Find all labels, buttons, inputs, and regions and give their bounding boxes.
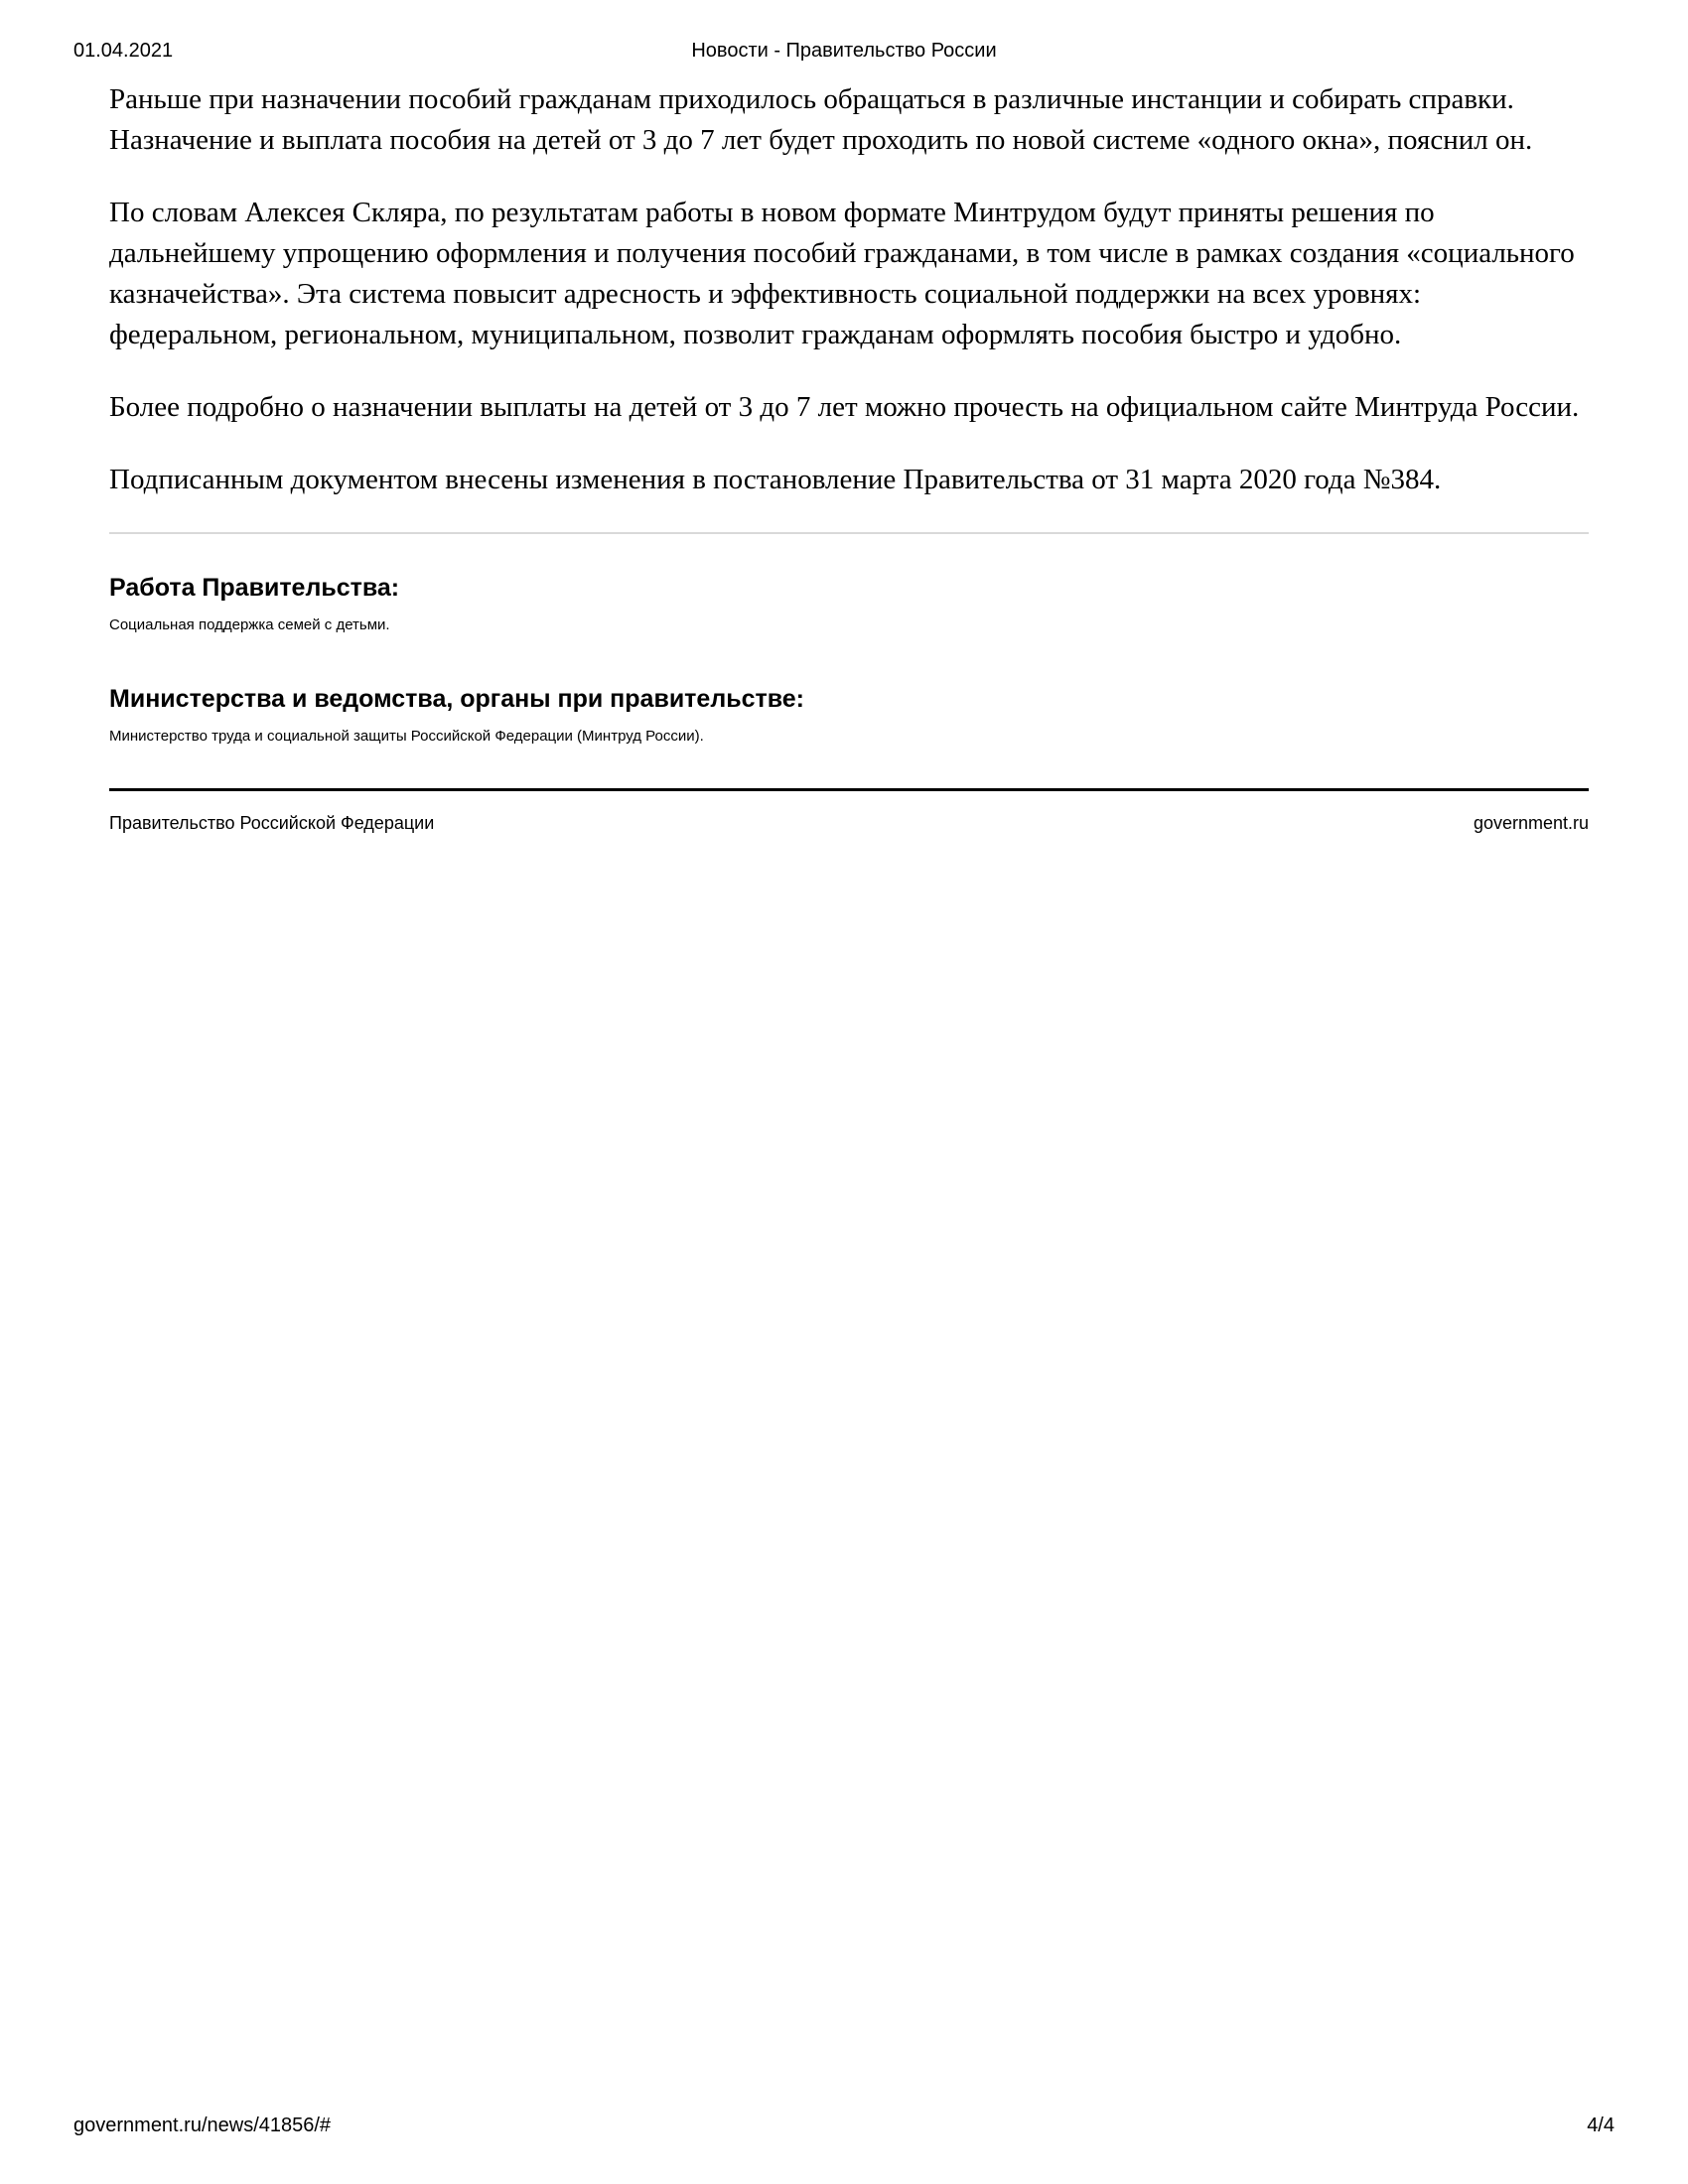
ministry-link[interactable]: Министерство труда и социальной защиты Российской Федерации (Минтруд России). [109,728,704,745]
page-number: 4/4 [1587,2115,1615,2136]
article-paragraph: По словам Алексея Скляра, по результатам работы в новом формате Минтрудом будут приняты решения по дальнейшему упрощению оформления и получения пособий гражданами, в том числе в рамках создания «социального казначейства». Эта система повысит адресность и эффективность социальной поддержки на всех уровнях: федеральном, региональном, муниципальном, позволит гражданам оформлять пособия быстро и удобно. [109,197,1575,350]
ministries-heading: Министерства и ведомства, органы при правительстве: [109,685,804,713]
article-paragraph: Более подробно о назначении выплаты на детей от 3 до 7 лет можно прочесть на официальном сайте Минтруда России. [109,391,1580,423]
print-footer [73,2115,1615,2144]
article-paragraph: Подписанным документом внесены изменения в постановление Правительства от 31 марта 2020 года №384. [109,464,1442,495]
print-date: 01.04.2021 [73,40,174,62]
footer-org-name: Правительство Российской Федерации [109,813,435,833]
work-heading: Работа Правительства: [109,574,400,602]
article-meta [109,572,1589,747]
footer-domain: government.ru [1473,813,1589,833]
print-url: government.ru/news/41856/# [73,2115,332,2136]
site-footer [109,813,1589,839]
page-content [109,79,1589,839]
article-paragraph: Раньше при назначении пособий гражданам приходилось обращаться в различные инстанции и собирать справки. Назначение и выплата пособия на детей от 3 до 7 лет будет проходить по новой системе «одного окна», пояснил он. [109,83,1533,156]
section-divider [109,532,1589,534]
article-body [109,79,1589,500]
footer-rule [109,788,1589,791]
work-link[interactable]: Социальная поддержка семей с детьми. [109,616,390,633]
print-header [73,40,1615,69]
print-page-title: Новости - Правительство России [691,40,997,62]
